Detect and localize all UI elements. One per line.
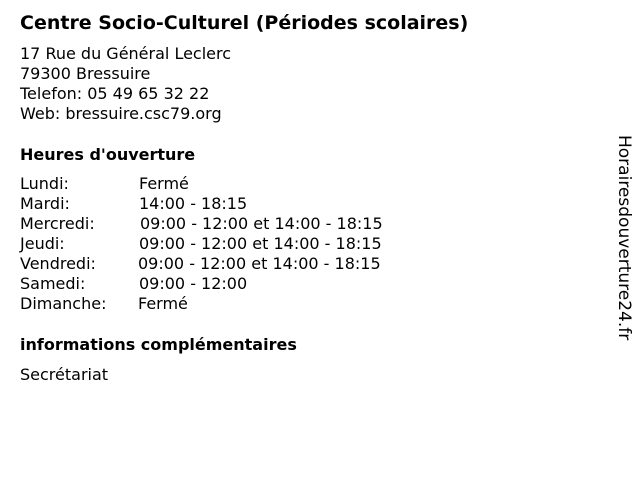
day-label: Lundi: [20, 174, 69, 193]
day-label: Samedi: [20, 274, 86, 293]
hours-row-tuesday [20, 194, 440, 214]
site-brand-vertical: Horairesdouverture24.fr [614, 135, 634, 341]
hours-value: 09:00 - 12:00 et 14:00 - 18:15 [138, 254, 381, 273]
city-postal: 79300 Bressuire [20, 64, 151, 83]
hours-row-friday [20, 254, 440, 274]
address-block [20, 44, 231, 124]
hours-row-monday [20, 174, 440, 194]
day-label: Vendredi: [20, 254, 96, 273]
hours-value: Fermé [139, 174, 189, 193]
additional-info-text: Secrétariat [20, 365, 109, 384]
hours-row-saturday [20, 274, 440, 294]
street-address: 17 Rue du Général Leclerc [20, 44, 232, 63]
hours-value: 14:00 - 18:15 [139, 194, 248, 213]
day-label: Jeudi: [20, 234, 65, 253]
hours-value: 09:00 - 12:00 et 14:00 - 18:15 [140, 214, 383, 233]
additional-info-heading: informations complémentaires [20, 335, 297, 354]
day-label: Dimanche: [20, 294, 107, 313]
phone-number: Telefon: 05 49 65 32 22 [20, 84, 210, 103]
opening-hours-table [20, 174, 440, 314]
hours-row-wednesday [20, 214, 440, 234]
hours-value: 09:00 - 12:00 [139, 274, 248, 293]
page-title: Centre Socio-Culturel (Périodes scolaires) [20, 12, 469, 34]
hours-row-thursday [20, 234, 440, 254]
hours-row-sunday [20, 294, 440, 314]
website: Web: bressuire.csc79.org [20, 104, 222, 123]
hours-value: 09:00 - 12:00 et 14:00 - 18:15 [139, 234, 382, 253]
day-label: Mercredi: [20, 214, 95, 233]
hours-value: Fermé [138, 294, 188, 313]
opening-hours-heading: Heures d'ouverture [20, 145, 196, 164]
day-label: Mardi: [20, 194, 70, 213]
